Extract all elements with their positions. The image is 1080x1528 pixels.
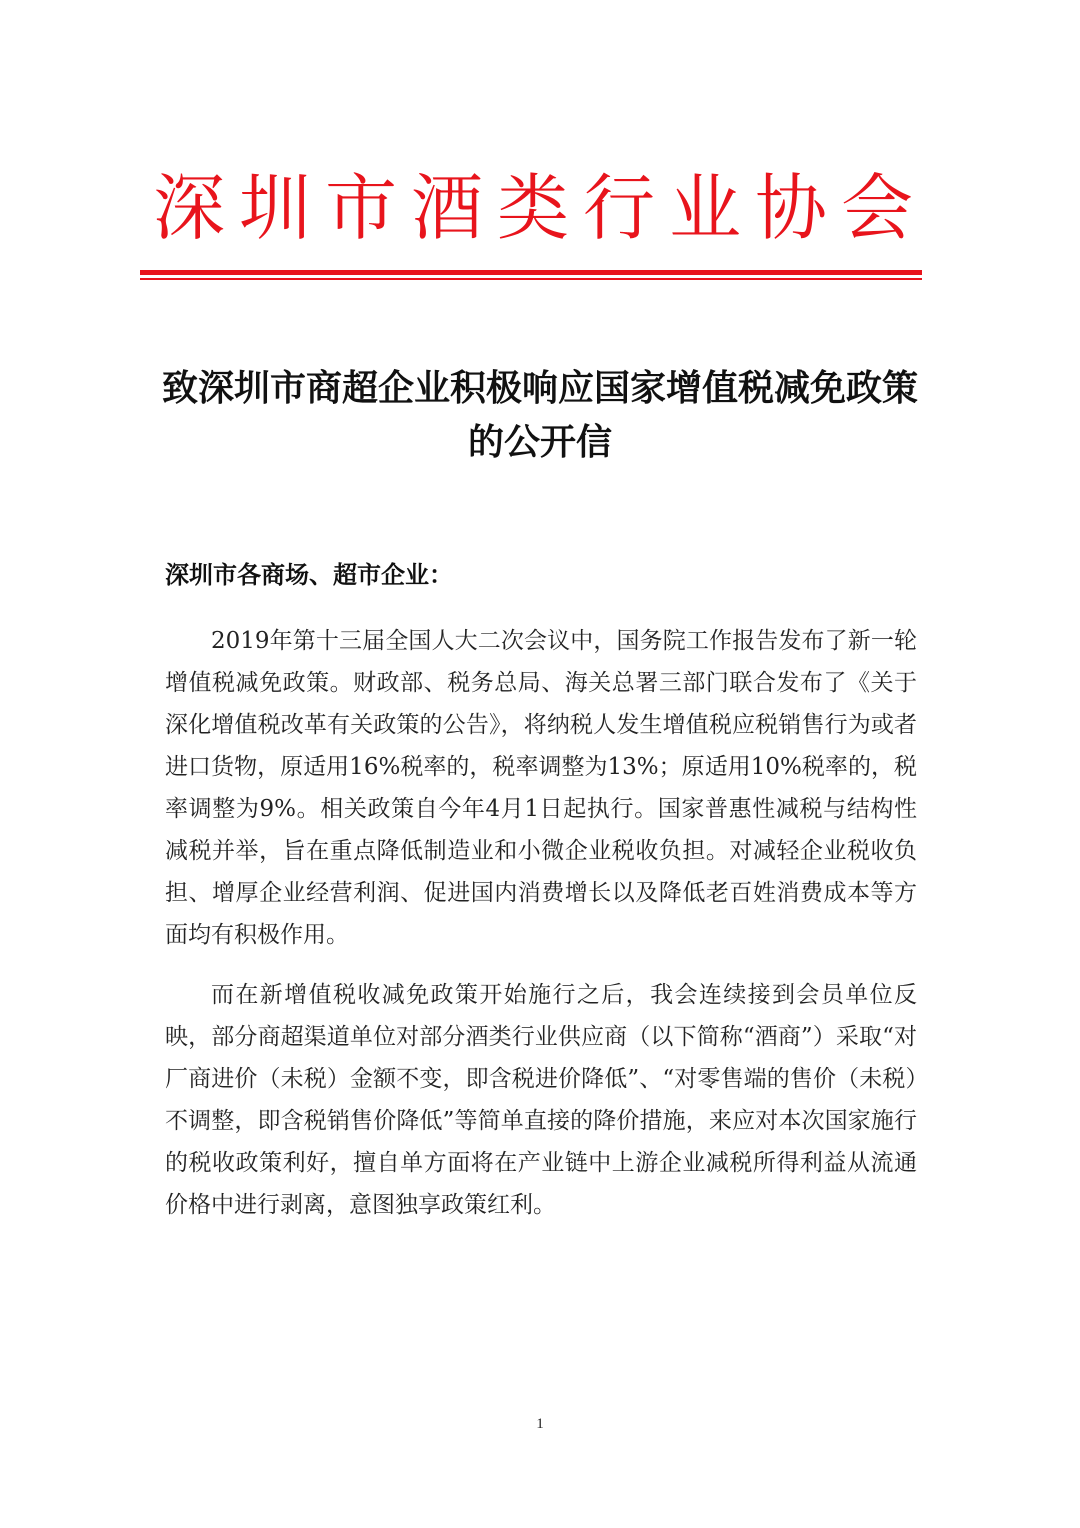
letterhead-rule-thick [140, 270, 922, 275]
letterhead-org-name: 深圳市酒类行业协会 [152, 166, 927, 250]
salutation: 深圳市各商场、超市企业： [165, 561, 453, 589]
letterhead-rule-thin [140, 278, 922, 280]
body-paragraph-1: 2019年第十三届全国人大二次会议中，国务院工作报告发布了新一轮增值税减免政策。财政部、税务总局、海关总署三部门联合发布了《关于深化增值税改革有关政策的公告》，将纳税人发生增值税应税销售行为或者进口货物，原适用16%税率的，税率调整为13%；原适用10%税率的，税率调整为9%。相关政策自今年4月1日起执行。国家普惠性减税与结构性减税并举，旨在重点降低制造业和小微企业税收负担。对减轻企业税收负担、增厚企业经营利润、促进国内消费增长以及降低老百姓消费成本等方面均有积极作用。 [165, 628, 917, 948]
page-number: 1 [536, 1416, 544, 1432]
document-title: 致深圳市商超企业积极响应国家增值税减免政策的公开信 [161, 368, 918, 463]
body-paragraph-2: 而在新增值税收减免政策开始施行之后，我会连续接到会员单位反映，部分商超渠道单位对部分酒类行业供应商（以下简称“酒商”）采取“对厂商进价（未税）金额不变，即含税进价降低”、“对零售端的售价（未税）不调整，即含税销售价降低”等简单直接的降价措施，来应对本次国家施行的税收政策利好，擅自单方面将在产业链中上游企业减税所得利益从流通价格中进行剥离，意图独享政策红利。 [165, 982, 917, 1218]
letter-body [165, 620, 917, 1244]
